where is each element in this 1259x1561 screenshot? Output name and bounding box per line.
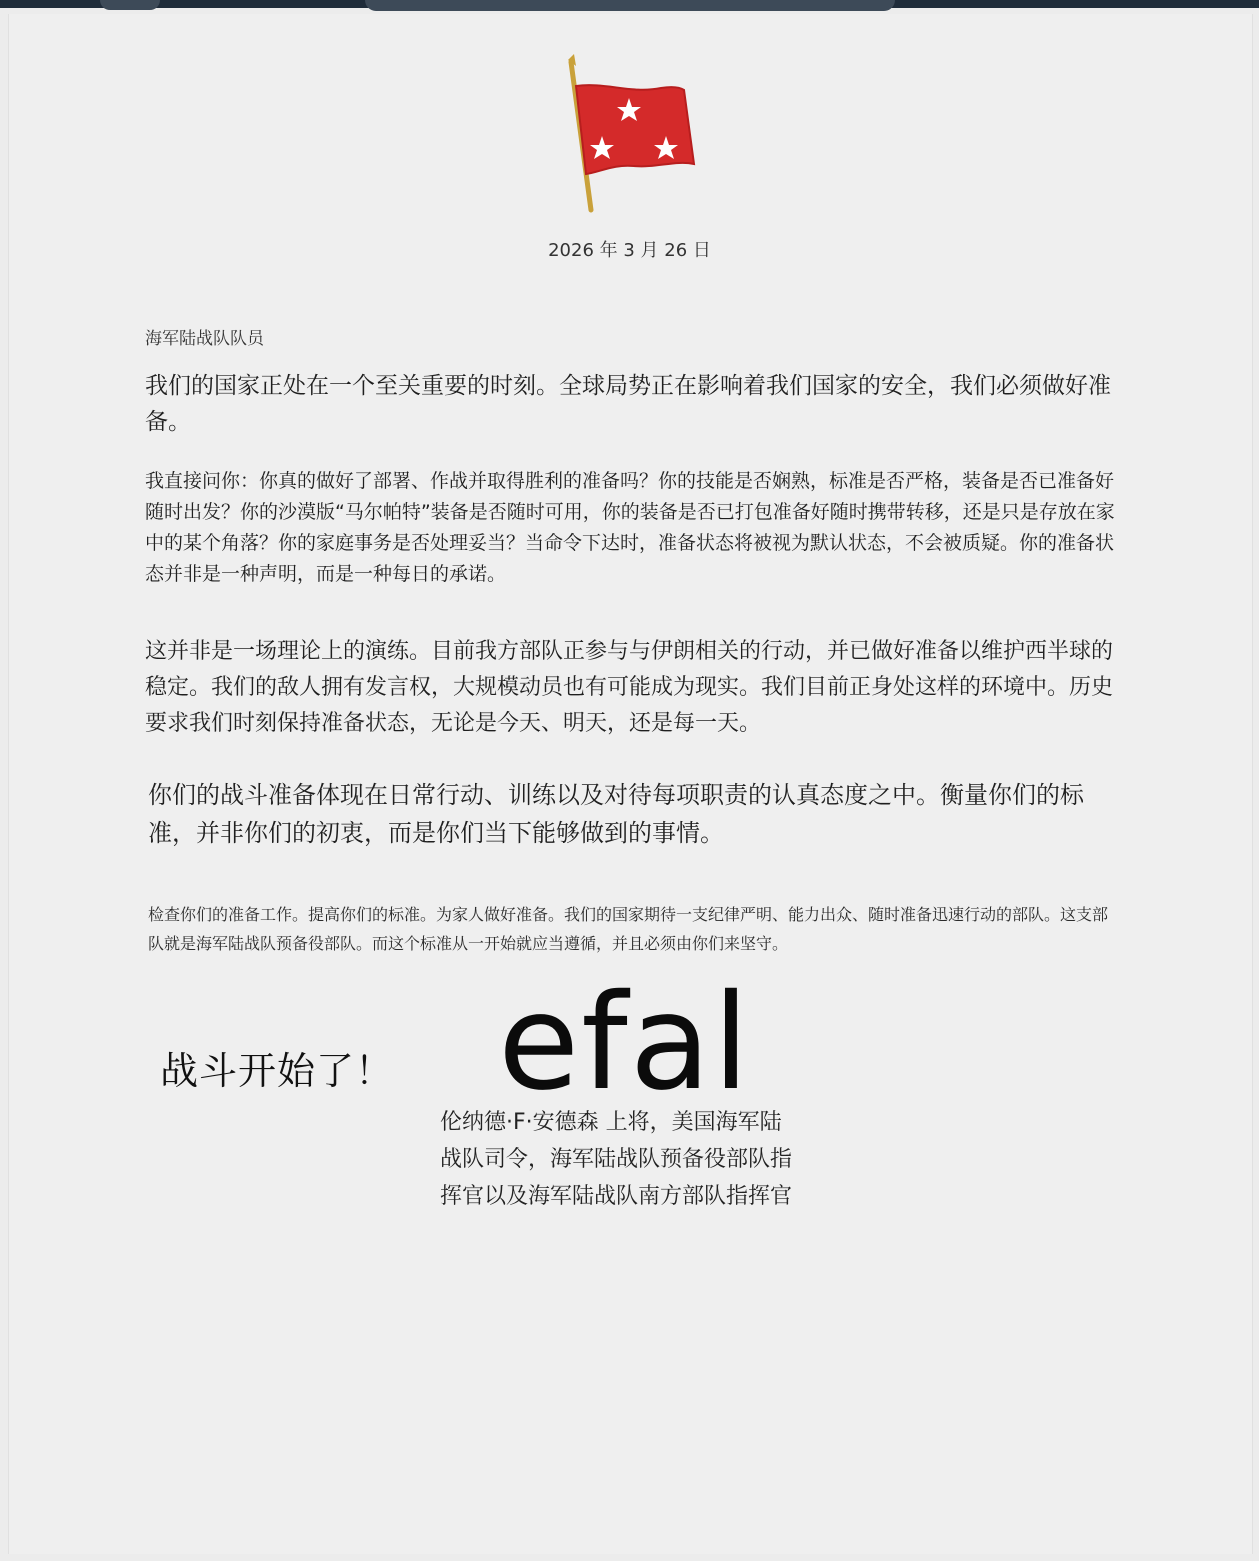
letter-salutation: 海军陆战队队员 [145,329,264,349]
signer-line: 伦纳德·F·安德森 上将，美国海军陆 [440,1110,782,1135]
letter-paragraph-4: 你们的战斗准备体现在日常行动、训练以及对待每项职责的认真态度之中。衡量你们的标准，并非你们的初衷，而是你们当下能够做到的事情。 [148,781,1084,847]
letter-date: 2026 年 3 月 26 日 [548,240,711,261]
top-left-pill [100,0,160,10]
top-center-pill [365,0,895,11]
general-flag-icon [556,52,706,217]
letter-paragraph-3: 这并非是一场理论上的演练。目前我方部队正参与与伊朗相关的行动，并已做好准备以维护西半球的稳定。我们的敌人拥有发言权，大规模动员也有可能成为现实。我们目前正身处这样的环境中。历史要求我们时刻保持准备状态，无论是今天、明天，还是每一天。 [145,639,1114,736]
handwritten-signature: efal [498,966,752,1120]
letter-closing: 战斗开始了！ [160,1049,395,1093]
letter-paragraph-2: 我直接问你：你真的做好了部署、作战并取得胜利的准备吗？你的技能是否娴熟，标准是否严格，装备是否已准备好随时出发？你的沙漠版“马尔帕特”装备是否随时可用，你的装备是否已打包准备好随时携带转移，还是只是存放在家中的某个角落？你的家庭事务是否处理妥当？当命令下达时，准备状态将被视为默认状态，不会被质疑。你的准备状态并非是一种声明，而是一种每日的承诺。 [145,470,1115,585]
letter-paragraph-1: 我们的国家正处在一个至关重要的时刻。全球局势正在影响着我们国家的安全，我们必须做好准备。 [145,373,1111,435]
signer-line: 挥官以及海军陆战队南方部队指挥官 [440,1184,793,1209]
letter-paragraph-5: 检查你们的准备工作。提高你们的标准。为家人做好准备。我们的国家期待一支纪律严明、能力出众、随时准备迅速行动的部队。这支部队就是海军陆战队预备役部队。而这个标准从一开始就应当遵循，并且必须由你们来坚守。 [148,905,1109,953]
signer-block [440,1104,840,1215]
signer-line: 战队司令，海军陆战队预备役部队指 [440,1147,793,1172]
